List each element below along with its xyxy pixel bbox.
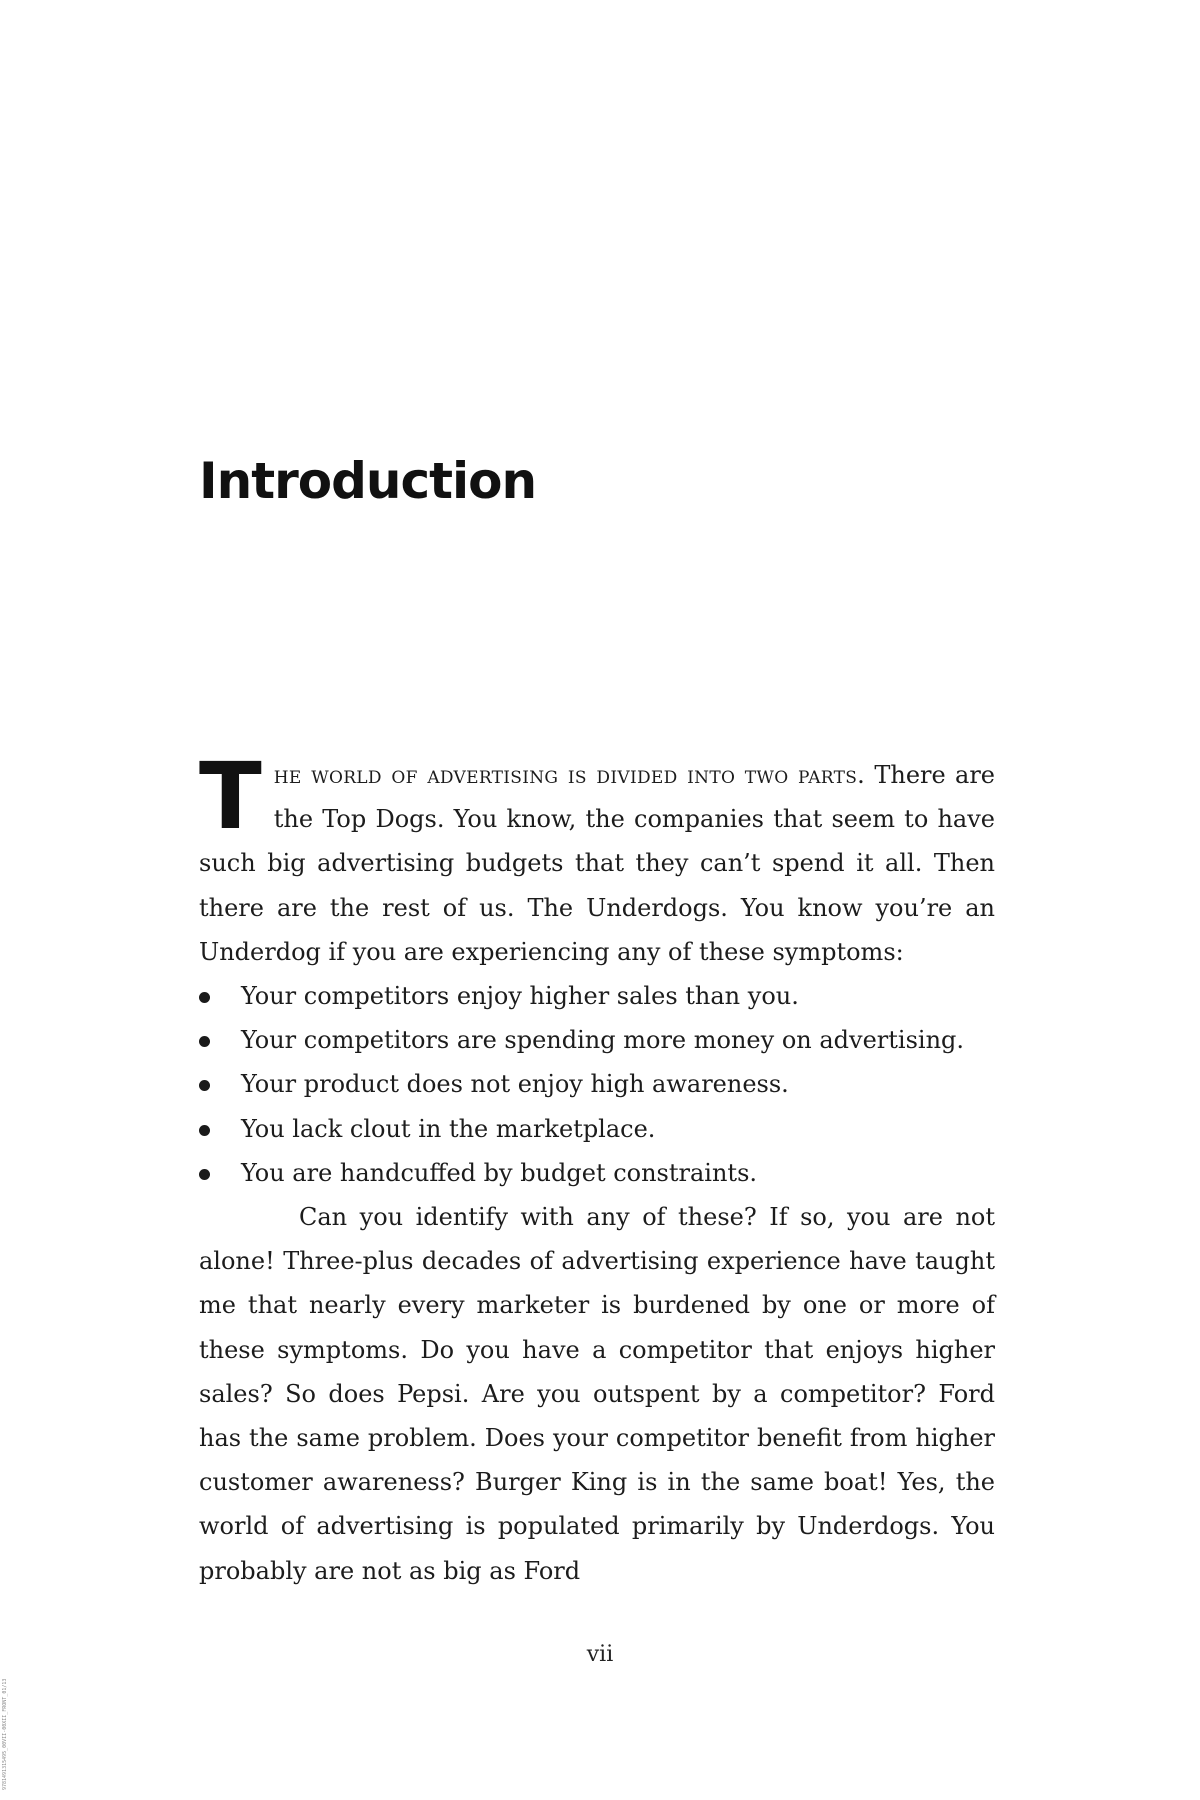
second-paragraph: Can you identify with any of these? If so, you are not alone! Three-plus decades of advertising experience have taught me that nearly every marketer is burdened by one or more of these symptoms. Do you have a competitor that enjoys higher sales? So does Pepsi. Are you outspent by a competitor? Ford has the same problem. Does your competitor benefit from higher customer awareness? Burger King is in the same boat! Yes, the world of advertising is populated primarily by Underdogs. You probably are not as big as Ford [199, 1203, 995, 1585]
list-item [199, 1062, 995, 1106]
list-item-text: Your competitors are spending more money on advertising. [241, 1026, 965, 1055]
list-item [199, 974, 995, 1018]
page-number: vii [586, 1642, 614, 1667]
opening-small-caps: he world of advertising is divided into two parts. [273, 761, 866, 789]
list-item [199, 1151, 995, 1195]
bullet-icon [199, 1036, 210, 1047]
bullet-icon [199, 992, 210, 1003]
drop-cap: T [199, 743, 262, 850]
list-item-text: You lack clout in the marketplace. [241, 1114, 656, 1143]
bullet-icon [199, 1125, 210, 1136]
opening-paragraph [199, 743, 995, 974]
opening-text: There are the Top Dogs. You know, the companies that seem to have such big advertising budgets that they can’t spend it all. Then there are the rest of us. The Underdogs. You know you’re an Underdog if you are experiencing any of these symptoms: [199, 761, 995, 966]
list-item [199, 1018, 995, 1062]
symptom-list [199, 974, 995, 1195]
bullet-icon [199, 1080, 210, 1091]
list-item-text: Your product does not enjoy high awareness. [241, 1070, 789, 1099]
list-item [199, 1107, 995, 1151]
bullet-icon [199, 1169, 210, 1180]
list-item-text: Your competitors enjoy higher sales than you. [241, 982, 799, 1011]
side-stamp: 9781491315495_00VII-00XII_FRONT_01/13 [2, 1678, 8, 1790]
list-item-text: You are handcuffed by budget constraints. [241, 1158, 758, 1187]
body-text [199, 743, 995, 1593]
chapter-title: Introduction [199, 452, 537, 510]
